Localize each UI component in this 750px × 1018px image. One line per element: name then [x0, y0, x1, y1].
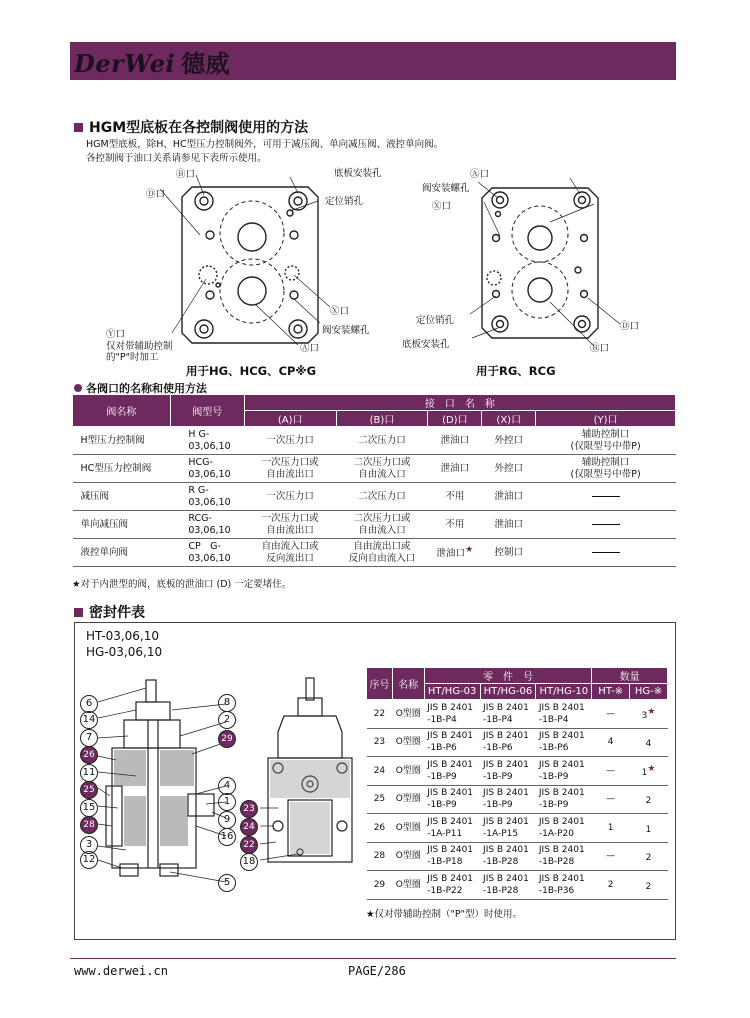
cell-port-a: [244, 511, 336, 539]
cell-port-x: 泄油口: [482, 511, 536, 539]
cell-qty-ht: —: [592, 757, 630, 786]
cell-line: JIS B 2401: [427, 788, 474, 799]
cell-part-06: [480, 871, 536, 900]
col-header-06: HT/HG-06: [480, 684, 536, 700]
cell-port-d: 不用: [428, 511, 482, 539]
cell-line: -1B-P4: [483, 714, 513, 725]
star-mark: ★: [647, 763, 656, 774]
table-row: [367, 728, 668, 757]
cell-line: 自由流出口: [266, 468, 314, 480]
cell-line: JIS B 2401: [483, 845, 529, 856]
cell-line: 一次压力口: [266, 490, 314, 502]
table-row: [367, 785, 668, 814]
callout-marker: 11: [80, 764, 98, 782]
brand-cn: 德威: [181, 49, 231, 78]
cell-line: JIS B 2401: [483, 788, 529, 799]
cell-port-x: 外控口: [482, 427, 536, 455]
col-header-port-b: (B)口: [336, 411, 428, 427]
cell-port-b: [336, 427, 428, 455]
cell-line: 反向流出口: [266, 552, 314, 564]
cell-part-03: [424, 757, 480, 786]
cell-port-d: 不用: [428, 483, 482, 511]
cell-part-06: [480, 757, 536, 786]
cell-qty-ht: 1: [592, 814, 630, 843]
dot-bullet-icon: [74, 384, 82, 392]
section-title-seals: [74, 602, 145, 622]
cell-line: JIS B 2401: [483, 702, 529, 713]
col-header-qty: 数量: [592, 668, 668, 684]
cell-line: JIS B 2401: [427, 845, 474, 856]
callout-marker: 3: [80, 836, 98, 854]
cell-name: O型圈: [392, 700, 424, 729]
label-y-note: 仅对带辅助控制: [106, 341, 173, 352]
label-port-b: Ⓑ口: [590, 343, 610, 354]
callout-marker: 6: [80, 695, 98, 713]
cell-qty-hg: [630, 814, 668, 843]
port-table-title-text: 各阀口的名称和使用方法: [86, 382, 207, 395]
table-row: [367, 842, 668, 871]
label-port-x: Ⓧ口: [330, 306, 350, 317]
cell-line: 一次压力口或: [261, 512, 319, 524]
label-base-hole: 底板安装孔: [334, 168, 382, 179]
callout-marker: 7: [80, 729, 98, 747]
callout-marker: 4: [218, 777, 236, 795]
table-row: [73, 483, 676, 511]
col-header-part: 零 件 号: [424, 668, 592, 684]
label-port-a: Ⓐ口: [470, 169, 490, 180]
callout-marker: 26: [80, 746, 98, 764]
table-row: [73, 511, 676, 539]
cell-text: 2: [645, 853, 652, 864]
cell-line: 自由流入口或: [261, 540, 319, 552]
section-title-text: 密封件表: [89, 605, 145, 621]
cell-text: 3: [641, 710, 648, 721]
cell-valve-model: CP G-03,06,10: [170, 539, 244, 567]
cell-line: -1A-P11: [427, 828, 463, 839]
cell-port-a: [244, 455, 336, 483]
label-port-x: Ⓧ口: [432, 201, 452, 212]
cell-line: 二次压力口: [358, 434, 406, 446]
col-header-port-group: 接 口 名 称: [244, 395, 675, 411]
cell-port-b: [336, 539, 428, 567]
cell-port-y: [536, 455, 676, 483]
square-bullet-icon: [74, 608, 83, 617]
section-title-baseplate: [74, 117, 308, 137]
table-row: [367, 757, 668, 786]
dash-mark: [592, 552, 620, 553]
cell-part-06: [480, 785, 536, 814]
cell-port-y: [536, 427, 676, 455]
label-pin-hole: 定位销孔: [416, 315, 455, 326]
intro-line: HGM型底板，除H、HC型压力控制阀外，可用于减压阀、单向减压阀、液控单向阀。: [86, 139, 444, 150]
cell-port-d: 泄油口: [428, 455, 482, 483]
cell-no: 22: [367, 700, 393, 729]
label-port-a: Ⓐ口: [300, 343, 320, 354]
page-number: PAGE/286: [348, 964, 406, 978]
cell-valve-model: RCG-03,06,10: [170, 511, 244, 539]
cell-port-d: [428, 539, 482, 567]
callout-marker: 25: [80, 781, 98, 799]
cell-line: JIS B 2401: [427, 702, 474, 713]
cell-line: -1B-P9: [538, 771, 569, 782]
cell-line: 辅助控制口: [581, 428, 630, 440]
cell-valve-model: H G-03,06,10: [170, 427, 244, 455]
cell-part-03: [424, 842, 480, 871]
cell-line: JIS B 2401: [427, 759, 474, 770]
cell-line: -1B-P6: [483, 743, 513, 754]
table-row: [367, 871, 668, 900]
callout-marker: 23: [240, 800, 258, 818]
callout-marker: 16: [218, 828, 236, 846]
cell-port-b: [336, 455, 428, 483]
cell-line: -1B-P28: [483, 857, 519, 868]
cell-line: JIS B 2401: [538, 873, 585, 884]
cell-line: -1B-P6: [427, 743, 457, 754]
cell-text: 4: [645, 739, 652, 750]
callout-marker: 24: [240, 818, 258, 836]
label-port-b: Ⓑ口: [176, 169, 196, 180]
model-line: HG-03,06,10: [86, 645, 163, 659]
table-row: [73, 539, 676, 567]
cell-line: -1B-P28: [483, 885, 519, 896]
col-header-port-y: (Y)口: [536, 411, 676, 427]
seal-table-note: ★仅对带辅助控制（"P"型）时使用。: [366, 909, 522, 920]
cell-part-10: [536, 814, 592, 843]
cell-line: JIS B 2401: [538, 788, 585, 799]
brand-logo: [74, 44, 230, 79]
cell-no: 29: [367, 871, 393, 900]
cell-valve-name: HC型压力控制阀: [73, 455, 171, 483]
cell-name: O型圈: [392, 814, 424, 843]
cell-line: -1A-P20: [538, 828, 574, 839]
callout-marker: 1: [218, 793, 236, 811]
label-valve-bolt: 阀安装螺孔: [322, 325, 370, 336]
cell-qty-hg: [630, 785, 668, 814]
cell-line: JIS B 2401: [483, 731, 529, 742]
cell-line: (仅限型号中带P): [570, 440, 641, 452]
cell-no: 28: [367, 842, 393, 871]
cell-part-10: [536, 700, 592, 729]
cell-qty-hg: [630, 757, 668, 786]
brand-latin: DerWei: [74, 49, 176, 78]
label-port-d: Ⓓ口: [620, 321, 640, 332]
cell-name: O型圈: [392, 728, 424, 757]
cell-line: JIS B 2401: [483, 759, 529, 770]
cell-port-y: [536, 539, 676, 567]
cell-part-10: [536, 871, 592, 900]
cell-valve-name: 减压阀: [73, 483, 171, 511]
caption-left: 用于HG、HCG、CP※G: [186, 364, 317, 378]
col-header-port-d: (D)口: [428, 411, 482, 427]
cell-port-y: [536, 483, 676, 511]
cell-line: JIS B 2401: [427, 873, 474, 884]
cell-part-06: [480, 814, 536, 843]
cell-name: O型圈: [392, 871, 424, 900]
cell-line: 反向自由流入口: [348, 552, 416, 564]
cell-port-b: [336, 483, 428, 511]
cell-port-x: 外控口: [482, 455, 536, 483]
callout-marker: 12: [80, 851, 98, 869]
label-port-d: Ⓓ口: [146, 189, 166, 200]
cell-qty-hg: [630, 871, 668, 900]
cell-name: O型圈: [392, 757, 424, 786]
cell-name: O型圈: [392, 785, 424, 814]
col-header-hg: HG-※: [630, 684, 668, 700]
cell-port-y: [536, 511, 676, 539]
callout-marker: 2: [218, 711, 236, 729]
cell-line: -1B-P4: [427, 714, 457, 725]
cell-line: -1B-P9: [483, 771, 513, 782]
label-pin-hole: 定位销孔: [325, 196, 364, 207]
cell-line: -1B-P9: [427, 771, 457, 782]
footer-url[interactable]: www.derwei.cn: [74, 964, 168, 978]
cell-line: -1B-P22: [427, 885, 463, 896]
cell-qty-hg: [630, 700, 668, 729]
col-header-port-x: (X)口: [482, 411, 536, 427]
callout-marker: 18: [240, 853, 258, 871]
table-row: [73, 427, 676, 455]
cell-port-a: [244, 427, 336, 455]
cell-line: 自由流入口: [358, 468, 406, 480]
callout-marker: 9: [218, 811, 236, 829]
cell-qty-hg: [630, 728, 668, 757]
cell-no: 26: [367, 814, 393, 843]
cell-line: -1B-P4: [538, 714, 569, 725]
cell-text: 泄油口: [436, 548, 466, 560]
port-table-note: ★对于内泄型的阀，底板的泄油口 (D) 一定要堵住。: [72, 579, 292, 590]
cell-line: -1B-P9: [538, 800, 569, 811]
callout-marker: 22: [240, 836, 258, 854]
valve-external-drawing: [254, 676, 364, 876]
cell-part-10: [536, 757, 592, 786]
cell-port-b: [336, 511, 428, 539]
table-row: [367, 700, 668, 729]
cell-no: 25: [367, 785, 393, 814]
cell-part-03: [424, 700, 480, 729]
cell-no: 23: [367, 728, 393, 757]
cell-text: 1: [645, 824, 652, 835]
cell-part-03: [424, 871, 480, 900]
cell-part-06: [480, 842, 536, 871]
cell-qty-ht: —: [592, 842, 630, 871]
cell-line: -1B-P9: [427, 800, 457, 811]
cell-line: -1B-P28: [538, 857, 575, 868]
cell-port-x: 泄油口: [482, 483, 536, 511]
cell-qty-ht: —: [592, 700, 630, 729]
cell-line: -1B-P9: [483, 800, 513, 811]
caption-right: 用于RG、RCG: [476, 364, 556, 378]
table-row: [73, 455, 676, 483]
callout-marker: 28: [80, 816, 98, 834]
cell-part-06: [480, 728, 536, 757]
port-table: [72, 394, 676, 567]
cell-port-a: [244, 539, 336, 567]
cell-name: O型圈: [392, 842, 424, 871]
cell-line: 二次压力口: [358, 490, 406, 502]
cell-line: JIS B 2401: [427, 816, 474, 827]
cell-qty-ht: —: [592, 785, 630, 814]
label-base-hole: 底板安装孔: [402, 339, 450, 350]
section-intro: [86, 138, 443, 166]
callout-marker: 14: [80, 711, 98, 729]
footer-rule: [70, 958, 676, 959]
baseplate-diagram-right: [470, 178, 620, 348]
cell-line: 自由流出口: [266, 524, 314, 536]
callout-marker: 15: [80, 799, 98, 817]
model-list: [86, 628, 162, 660]
cell-line: -1B-P6: [538, 743, 569, 754]
cell-part-03: [424, 728, 480, 757]
cell-valve-name: 液控单向阀: [73, 539, 171, 567]
cell-port-a: [244, 483, 336, 511]
cell-line: JIS B 2401: [483, 816, 529, 827]
dash-mark: [592, 524, 620, 525]
cell-line: (仅限型号中带P): [570, 468, 641, 480]
cell-line: 二次压力口或: [353, 512, 411, 524]
cell-part-03: [424, 785, 480, 814]
callout-marker: 29: [218, 730, 236, 748]
dash-mark: [592, 496, 620, 497]
col-header-10: HT/HG-10: [536, 684, 592, 700]
cell-valve-model: R G-03,06,10: [170, 483, 244, 511]
model-line: HT-03,06,10: [86, 629, 160, 643]
cell-qty-ht: 2: [592, 871, 630, 900]
callout-marker: 8: [218, 694, 236, 712]
label-port-y: Ⓨ口: [106, 329, 126, 340]
section-title-text: HGM型底板在各控制阀使用的方法: [89, 120, 309, 136]
col-header-valve-name: 阀名称: [73, 395, 171, 427]
label-valve-bolt: 阀安装螺孔: [422, 183, 470, 194]
col-header-valve-model: 阀型号: [170, 395, 244, 427]
cell-valve-name: H型压力控制阀: [73, 427, 171, 455]
cell-line: 一次压力口或: [261, 456, 319, 468]
star-mark: ★: [647, 706, 656, 717]
cell-part-10: [536, 785, 592, 814]
cell-part-03: [424, 814, 480, 843]
cell-part-10: [536, 728, 592, 757]
cell-line: JIS B 2401: [538, 845, 585, 856]
col-header-03: HT/HG-03: [424, 684, 480, 700]
cell-line: -1B-P18: [427, 857, 463, 868]
cell-line: 一次压力口: [266, 434, 314, 446]
cell-text: 2: [645, 881, 652, 892]
cell-line: JIS B 2401: [427, 731, 474, 742]
col-header-name: 名称: [392, 668, 424, 700]
cell-qty-ht: 4: [592, 728, 630, 757]
cell-part-06: [480, 700, 536, 729]
cell-line: 自由流出口或: [353, 540, 411, 552]
col-header-port-a: (A)口: [244, 411, 336, 427]
cell-port-d: 泄油口: [428, 427, 482, 455]
label-y-note: 的"P"时加工: [106, 352, 159, 363]
callout-marker: 5: [218, 874, 236, 892]
cell-part-10: [536, 842, 592, 871]
cell-line: -1B-P36: [538, 885, 575, 896]
cell-line: JIS B 2401: [538, 816, 585, 827]
col-header-ht: HT-※: [592, 684, 630, 700]
square-bullet-icon: [74, 123, 83, 132]
cell-line: JIS B 2401: [538, 731, 585, 742]
cell-text: 2: [645, 796, 652, 807]
star-mark: ★: [465, 545, 474, 556]
cell-no: 24: [367, 757, 393, 786]
col-header-no: 序号: [367, 668, 393, 700]
cell-qty-hg: [630, 842, 668, 871]
cell-line: -1A-P15: [483, 828, 519, 839]
cell-valve-model: HCG-03,06,10: [170, 455, 244, 483]
cell-line: JIS B 2401: [538, 702, 585, 713]
cell-line: JIS B 2401: [538, 759, 585, 770]
cell-line: JIS B 2401: [483, 873, 529, 884]
table-row: [367, 814, 668, 843]
cell-valve-name: 单向减压阀: [73, 511, 171, 539]
intro-line: 各控制阀于油口关系请参见下表所示使用。: [86, 153, 267, 164]
cell-line: 二次压力口或: [353, 456, 411, 468]
cell-line: 自由流入口: [358, 524, 406, 536]
cell-line: 辅助控制口: [581, 456, 630, 468]
cell-port-x: 控制口: [482, 539, 536, 567]
seal-table: [366, 667, 668, 900]
cell-text: 1: [641, 767, 648, 778]
baseplate-diagram-left: [160, 175, 340, 355]
